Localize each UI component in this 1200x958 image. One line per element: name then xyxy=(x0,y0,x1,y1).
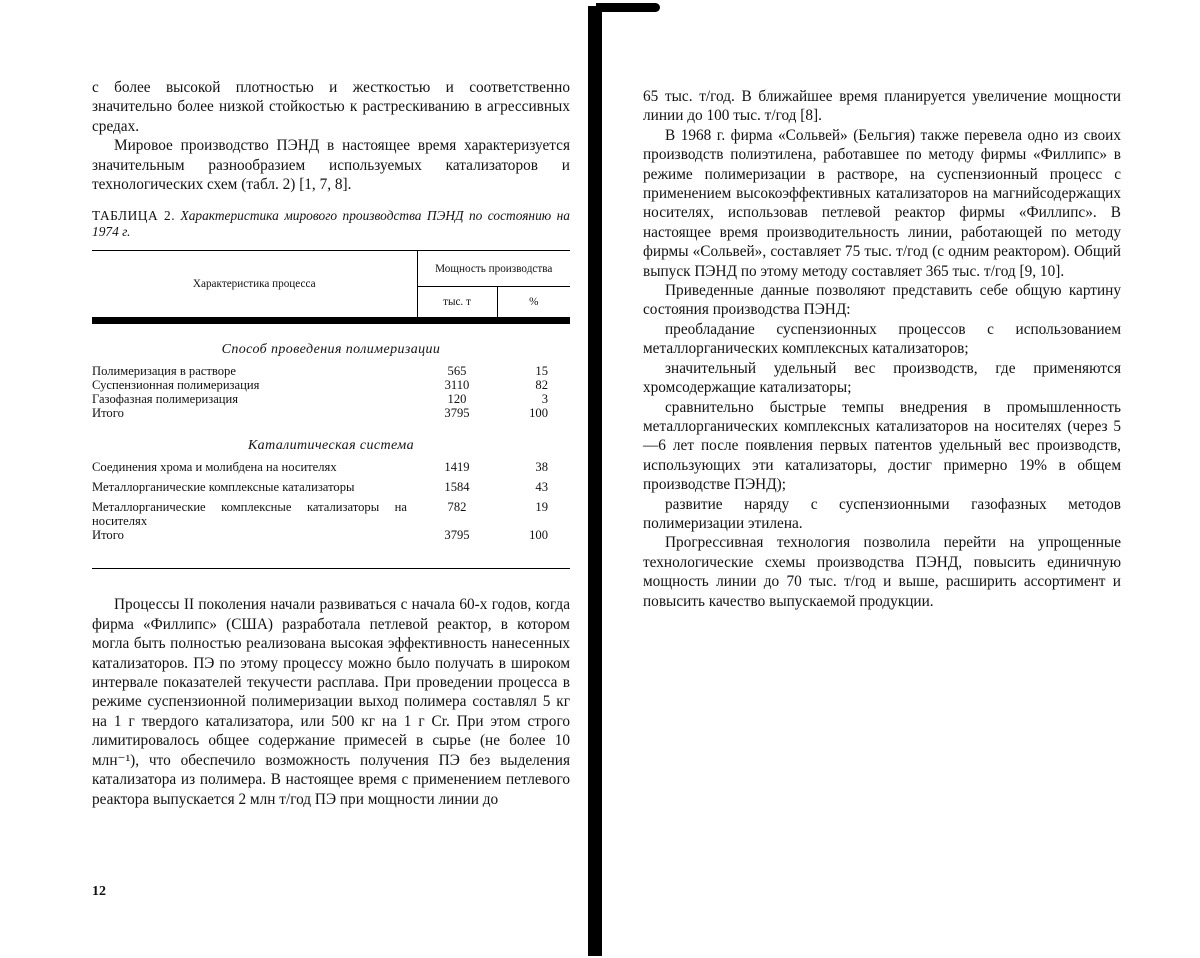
row-thousand-tons: 3795 xyxy=(444,528,470,543)
table-row xyxy=(92,460,570,474)
row-thousand-tons: 565 xyxy=(447,364,467,379)
list-item: значительный удельный вес производств, где применяются хромсодержащие катализаторы; xyxy=(643,359,1121,397)
production-table xyxy=(92,250,570,569)
row-percent: 38 xyxy=(535,460,548,475)
row-label: Итого xyxy=(92,528,124,543)
row-percent: 3 xyxy=(541,392,548,407)
table-row xyxy=(92,474,570,494)
table-row xyxy=(92,528,570,542)
col-header-thousand-tons: тыс. т xyxy=(417,286,497,317)
table-row xyxy=(92,364,570,378)
page-binding-spine xyxy=(588,6,602,956)
section-title: Способ проведения полимеризации xyxy=(221,342,441,358)
row-label: Металлорганические комплексные катализаторы xyxy=(92,480,355,495)
row-thousand-tons: 120 xyxy=(447,392,467,407)
section-title: Каталитическая система xyxy=(247,438,415,454)
page-number: 12 xyxy=(92,884,106,899)
table-row xyxy=(92,406,570,420)
table-label: ТАБЛИЦА 2. xyxy=(92,208,176,224)
right-page xyxy=(643,0,1121,611)
col-header-percent: % xyxy=(497,286,570,317)
right-paragraph-3: Приведенные данные позволяют представить себе общую картину состояния производства ПЭНД: xyxy=(643,282,1121,319)
right-paragraph-1: 65 тыс. т/год. В ближайшее время планируется увеличение мощности линии до 100 тыс. т/год [8]. xyxy=(643,88,1121,125)
col-header-capacity: Мощность производства xyxy=(417,251,570,287)
row-percent: 100 xyxy=(529,406,548,421)
row-thousand-tons: 1584 xyxy=(444,480,470,495)
table-row xyxy=(92,494,570,528)
row-label: Газофазная полимеризация xyxy=(92,392,239,407)
row-percent: 19 xyxy=(535,500,548,515)
list-item: сравнительно быстрые темпы внедрения в промышленность металлорганических комплексных катализаторов на носителях (через 5—6 лет после появления первых патентов удельный вес производств, использующих эти катализаторы, достиг примерно 19% в общем производстве ПЭНД); xyxy=(643,398,1121,494)
row-label: Суспензионная полимеризация xyxy=(92,378,260,393)
list-item: преобладание суспензионных процессов с использованием металлорганических комплексных катализаторов; xyxy=(643,320,1121,358)
row-label: Соединения хрома и молибдена на носителях xyxy=(92,460,337,475)
table-bottom-rule xyxy=(92,542,570,569)
left-paragraph-1: с более высокой плотностью и жесткостью и соответственно значительно более низкой стойкостью к растрескиванию в агрессивных средах. xyxy=(92,79,570,135)
col-header-process: Характеристика процесса xyxy=(192,278,316,291)
table-row xyxy=(92,392,570,406)
row-percent: 15 xyxy=(535,364,548,379)
table-row xyxy=(92,378,570,392)
row-thousand-tons: 3110 xyxy=(444,378,470,393)
row-percent: 43 xyxy=(535,480,548,495)
left-page xyxy=(92,0,570,809)
row-thousand-tons: 782 xyxy=(447,500,467,515)
row-percent: 82 xyxy=(535,378,548,393)
right-paragraph-2: В 1968 г. фирма «Сольвей» (Бельгия) также перевела одно из своих производств полиэтилена, работавшее по методу фирмы «Филлипс» в режиме полимеризации в растворе, на суспензионный процесс с применением высокоэффективных катализаторов на магнийсодержащих носителях, использовав петлевой реактор фирмы «Филлипс». В настоящее время производительность линии, работающей по методу фирмы «Сольвей», составляет 75 тыс. т/год (с одним реактором). Общий выпуск ПЭНД по этому методу составляет 365 тыс. т/год [9, 10]. xyxy=(643,126,1121,280)
row-label: Металлорганические комплексные катализаторы на носителях xyxy=(92,500,407,529)
left-paragraph-2: Мировое производство ПЭНД в настоящее время характеризуется значительным разнообразием используемых катализаторов и технологических схем (табл. 2) [1, 7, 8]. xyxy=(92,137,570,194)
left-paragraph-3: Процессы II поколения начали развиваться с начала 60-х годов, когда фирма «Филлипс» (США) разработала петлевой реактор, в котором могла быть полностью реализована высокая эффективность нанесенных катализаторов. ПЭ по этому процессу можно было получать в широком интервале показателей текучести расплава. При проведении процесса в режиме суспензионной полимеризации выход полимера составлял 5 кг на 1 г твердого катализатора, или 500 кг на 1 г Cr. При этом строго лимитировалось общее содержание примесей в сырье (не более 10 млн⁻¹), что обеспечило возможность получения ПЭ без выделения катализатора из полимера. В настоящее время с применением петлевого реактора выпускается 2 млн т/год ПЭ при мощности линии до xyxy=(92,596,570,808)
right-paragraph-final: Прогрессивная технология позволила перейти на упрощенные технологические схемы производства ПЭНД, повысить единичную мощность линии до 70 тыс. т/год и выше, расширить ассортимент и повысить качество выпускаемой продукции. xyxy=(643,534,1121,610)
row-thousand-tons: 1419 xyxy=(444,460,470,475)
row-thousand-tons: 3795 xyxy=(444,406,470,421)
table-heavy-rule xyxy=(92,317,570,324)
table-caption xyxy=(92,208,570,240)
row-percent: 100 xyxy=(529,528,548,543)
table-title: Характеристика мирового производства ПЭНД по состоянию на 1974 г. xyxy=(92,208,570,240)
row-label: Итого xyxy=(92,406,124,421)
list-item: развитие наряду с суспензионными газофазных методов полимеризации этилена. xyxy=(643,495,1121,532)
row-label: Полимеризация в растворе xyxy=(92,364,236,379)
